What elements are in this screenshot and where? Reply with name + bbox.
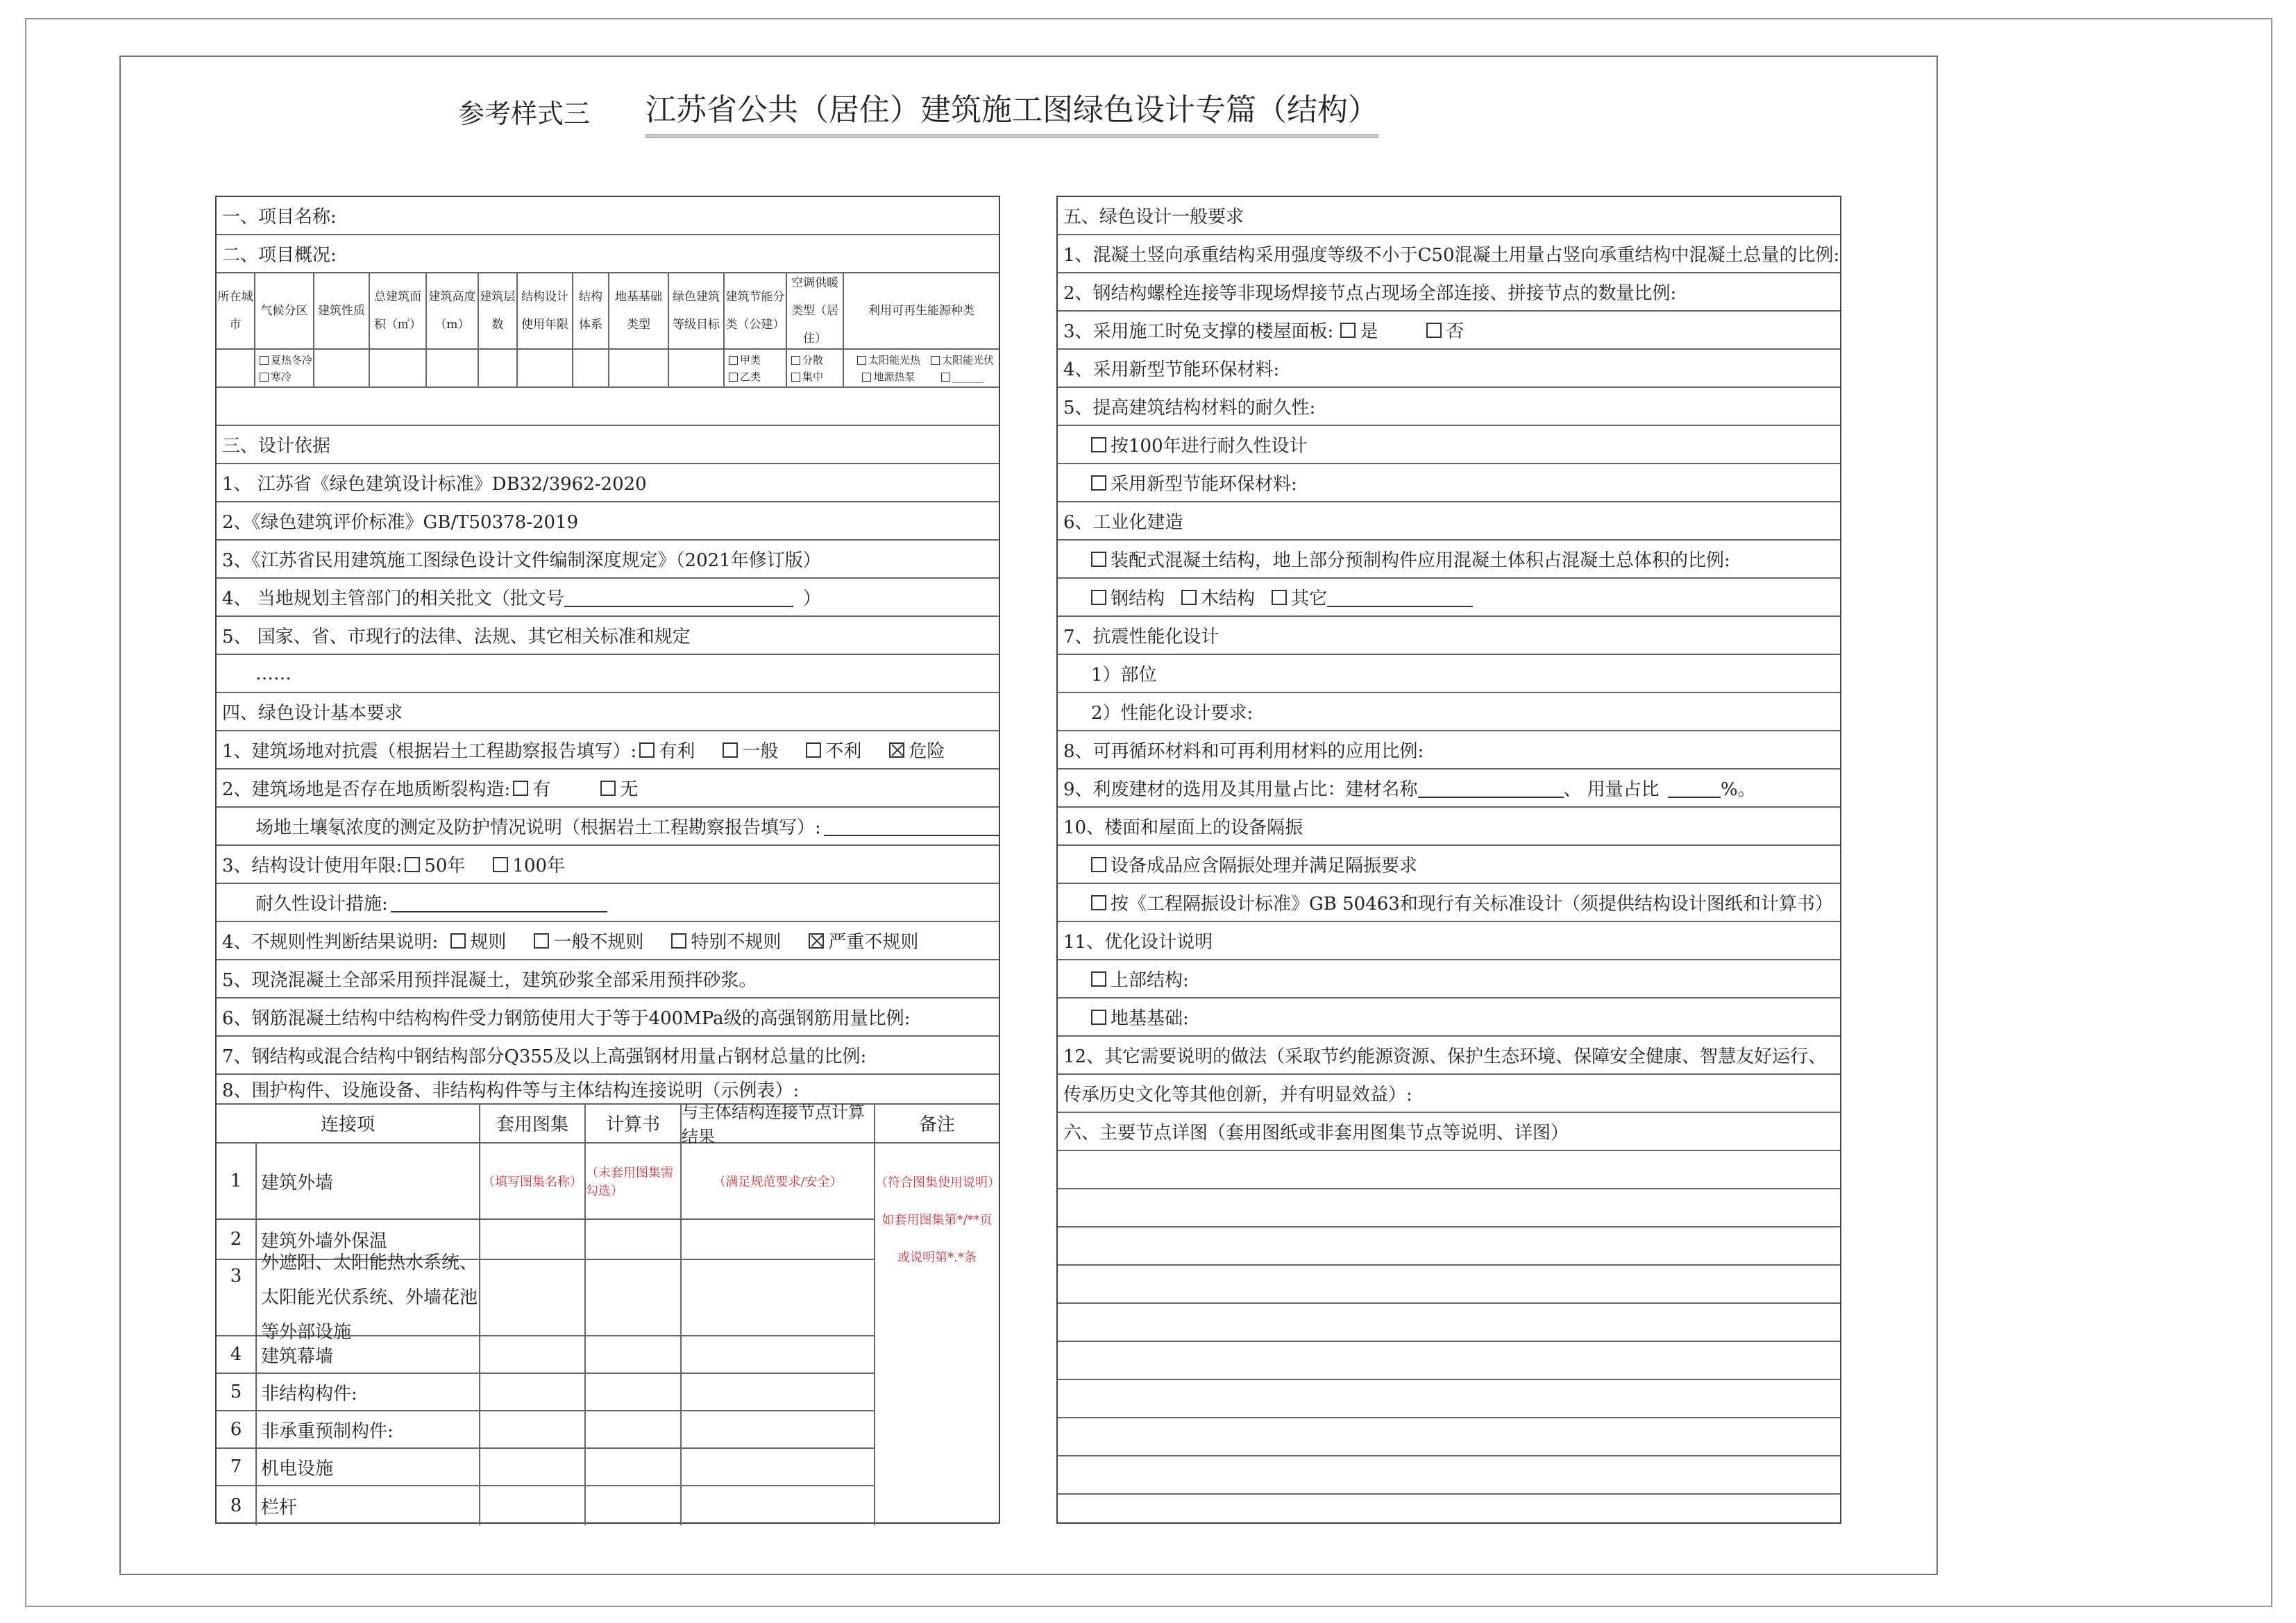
conn-header-row	[217, 1103, 999, 1144]
req7-row[interactable]: 7、钢结构或混合结构中钢结构部分Q355及以上高强钢材用量占钢材总量的比例:	[217, 1037, 999, 1075]
ov-climate-options: 夏热冬冷 寒冷	[255, 350, 314, 386]
conn-atlas-hint[interactable]: （填写图集名称）	[480, 1144, 586, 1220]
seismic-favorable-checkbox[interactable]	[639, 742, 655, 758]
ov-hvac-options: 分散 集中	[787, 350, 844, 386]
project-overview-row: 二、项目概况:	[217, 235, 999, 273]
r2-row[interactable]: 2、钢结构螺栓连接等非现场焊接节点占现场全部连接、拼接节点的数量比例:	[1058, 273, 1840, 312]
page-title: 江苏省公共（居住）建筑施工图绿色设计专篇（结构）	[645, 85, 1378, 137]
style-label: 参考样式三	[458, 98, 591, 129]
severe-irregular-checkbox[interactable]	[809, 933, 824, 949]
detail-blank-row-2[interactable]	[1058, 1189, 1840, 1227]
detail-blank-row-4[interactable]	[1058, 1266, 1840, 1304]
ov-city-value[interactable]	[217, 350, 255, 386]
ov-nature-value[interactable]	[314, 350, 370, 386]
r7b-row[interactable]: 2）性能化设计要求:	[1058, 693, 1840, 731]
conn-h-atlas: 套用图集	[480, 1103, 586, 1144]
r6a-row: 装配式混凝土结构，地上部分预制构件应用混凝土体积占混凝土总体积的比例:	[1058, 541, 1840, 579]
memo-line-3: 或说明第*.*条	[897, 1250, 977, 1265]
foundation-checkbox[interactable]	[1091, 1010, 1106, 1025]
r11b-row: 地基基础:	[1058, 999, 1840, 1037]
ov-area-value[interactable]	[370, 350, 427, 386]
r7a-row[interactable]: 1）部位	[1058, 655, 1840, 693]
conn-calc-hint[interactable]: （未套用图集需勾选）	[586, 1144, 682, 1220]
life-100-checkbox[interactable]	[493, 857, 508, 872]
fault-no-checkbox[interactable]	[600, 781, 616, 796]
req4-row: 4、不规则性判断结果说明: 规则 一般不规则 特别不规则 严重不规则	[217, 922, 999, 960]
title-row	[458, 83, 1378, 139]
conn-h-item: 连接项	[217, 1103, 480, 1144]
r9-row: 9、利废建材的选用及其用量占比：建材名称 、 用量占比 %。	[1058, 770, 1840, 808]
ov-h-service-life: 结构设计使用年限	[518, 273, 573, 348]
radon-field[interactable]	[824, 817, 999, 836]
conn-row-5: 5 非结构构件:	[217, 1374, 999, 1411]
energy-checkbox-2[interactable]	[729, 373, 738, 382]
ov-h-climate: 气候分区	[255, 273, 314, 348]
durability-field[interactable]	[391, 893, 607, 912]
ov-h-height: 建筑高度（m）	[427, 273, 479, 348]
conn-row-4: 4 建筑幕墙	[217, 1336, 999, 1374]
connection-table	[217, 1103, 999, 1525]
timber-structure-checkbox[interactable]	[1181, 590, 1197, 605]
r7-row: 7、抗震性能化设计	[1058, 617, 1840, 655]
conn-row-1: 1 建筑外墙 （填写图集名称） （未套用图集需勾选） （满足规范要求/安全）	[217, 1144, 999, 1220]
general-irregular-checkbox[interactable]	[534, 933, 549, 949]
project-name-row[interactable]: 一、项目名称:	[217, 197, 999, 235]
seismic-general-checkbox[interactable]	[723, 742, 738, 758]
detail-blank-row-9[interactable]	[1058, 1456, 1840, 1495]
ov-h-green-level: 绿色建筑等级目标	[669, 273, 725, 348]
req1-row: 1、建筑场地对抗震（根据岩土工程勘察报告填写）: 有利 一般 不利 危险	[217, 731, 999, 770]
ov-h-energy-class: 建筑节能分类（公建）	[725, 273, 787, 348]
ov-foundation-value[interactable]	[609, 350, 669, 386]
regular-checkbox[interactable]	[450, 933, 466, 949]
formwork-free-no-checkbox[interactable]	[1426, 323, 1442, 338]
detail-blank-row-8[interactable]	[1058, 1418, 1840, 1456]
conn-h-memo: 备注	[875, 1103, 999, 1144]
fault-yes-checkbox[interactable]	[513, 781, 528, 796]
req8-row: 8、围护构件、设施设备、非结构构件等与主体结构连接说明（示例表）:	[217, 1075, 999, 1105]
r1-row[interactable]: 1、混凝土竖向承重结构采用强度等级不小于C50混凝土用量占竖向承重结构中混凝土总量的比例:	[1058, 235, 1840, 273]
r5a-row: 按100年进行耐久性设计	[1058, 426, 1840, 464]
ov-h-foundation: 地基基础类型	[609, 273, 669, 348]
ov-h-area: 总建筑面积（㎡）	[370, 273, 427, 348]
req3-row: 3、结构设计使用年限: 50年 100年	[217, 846, 999, 884]
r8-row[interactable]: 8、可再循环材料和可再利用材料的应用比例:	[1058, 731, 1840, 770]
design-basis-heading: 三、设计依据	[217, 426, 999, 464]
detail-blank-row-10[interactable]	[1058, 1495, 1840, 1522]
other-structure-checkbox[interactable]	[1272, 590, 1287, 605]
detail-blank-row-1[interactable]	[1058, 1151, 1840, 1189]
overview-header	[217, 273, 999, 350]
ov-system-value[interactable]	[573, 350, 609, 386]
superstructure-checkbox[interactable]	[1091, 971, 1106, 987]
hvac-checkbox-1[interactable]	[791, 356, 800, 365]
ov-renewable-options: 太阳能光热 太阳能光伏 地源热泵 ______	[844, 350, 999, 386]
r5-row: 5、提高建筑结构材料的耐久性:	[1058, 388, 1840, 426]
seismic-unfavorable-checkbox[interactable]	[806, 742, 821, 758]
conn-h-calc: 计算书	[586, 1103, 682, 1144]
conn-row-2: 2 建筑外墙外保温	[217, 1220, 999, 1260]
r5b-row: 采用新型节能环保材料:	[1058, 464, 1840, 502]
ov-h-floors: 建筑层数	[479, 273, 518, 348]
climate-checkbox-2[interactable]	[260, 373, 269, 382]
conn-row-3: 3 外遮阳、太阳能热水系统、太阳能光伏系统、外墙花池等外部设施	[217, 1260, 999, 1336]
req3b-row: 耐久性设计措施:	[217, 884, 999, 922]
r10b-row: 按《工程隔振设计标准》GB 50463和现行有关标准设计（须提供结构设计图纸和计算书）	[1058, 884, 1840, 922]
r12a-row: 12、其它需要说明的做法（采取节约能源资源、保护生态环境、保障安全健康、智慧友好运行、	[1058, 1037, 1840, 1075]
detail-blank-row-7[interactable]	[1058, 1380, 1840, 1418]
right-panel	[1056, 196, 1841, 1524]
durability-100-checkbox[interactable]	[1091, 437, 1106, 452]
renewable-checkbox-4[interactable]	[941, 373, 950, 382]
ov-green-level-value[interactable]	[669, 350, 725, 386]
seismic-dangerous-checkbox[interactable]	[889, 742, 904, 758]
formwork-free-yes-checkbox[interactable]	[1340, 323, 1356, 338]
ov-h-renewable: 利用可再生能源种类	[868, 304, 974, 318]
r6b-row: 钢结构 木结构 其它	[1058, 579, 1840, 617]
r4-row[interactable]: 4、采用新型节能环保材料:	[1058, 350, 1840, 388]
ov-service-life-value[interactable]	[518, 350, 573, 386]
waste-material-name-field[interactable]	[1418, 779, 1564, 798]
conn-result-hint[interactable]: （满足规范要求/安全）	[682, 1144, 875, 1220]
waste-material-ratio-field[interactable]	[1668, 779, 1721, 798]
renewable-checkbox-1[interactable]	[857, 356, 866, 365]
life-50-checkbox[interactable]	[405, 857, 420, 872]
basis-item-ellipsis: ……	[217, 655, 999, 693]
req6-row[interactable]: 6、钢筋混凝土结构中结构构件受力钢筋使用大于等于400MPa级的高强钢筋用量比例:	[217, 999, 999, 1037]
r10a-row: 设备成品应含隔振处理并满足隔振要求	[1058, 846, 1840, 884]
r12b-row[interactable]: 传承历史文化等其他创新，并有明显效益）:	[1058, 1075, 1840, 1113]
new-material-checkbox[interactable]	[1091, 475, 1106, 491]
r3-row: 3、采用施工时免支撑的楼屋面板: 是 否	[1058, 312, 1840, 350]
energy-checkbox-1[interactable]	[729, 356, 738, 365]
conn-row-6: 6 非承重预制构件:	[217, 1411, 999, 1449]
r11a-row: 上部结构:	[1058, 960, 1840, 999]
r11-row: 11、优化设计说明	[1058, 922, 1840, 960]
req5-row: 5、现浇混凝土全部采用预拌混凝土，建筑砂浆全部采用预拌砂浆。	[217, 960, 999, 999]
approval-number-field[interactable]	[564, 588, 793, 607]
ov-h-hvac: 空调供暖类型（居住）	[787, 273, 844, 348]
memo-line-1: （符合图集使用说明）	[875, 1175, 1000, 1190]
detail-blank-row-3[interactable]	[1058, 1227, 1840, 1266]
conn-h-result: 与主体结构连接节点计算结果	[682, 1103, 875, 1144]
ov-floors-value[interactable]	[479, 350, 518, 386]
left-panel	[215, 196, 1000, 1524]
conn-row-7: 7 机电设施	[217, 1449, 999, 1486]
basis-item-4: 4、 当地规划主管部门的相关批文（批文号 ）	[217, 579, 999, 617]
ov-h-system: 结构体系	[573, 273, 609, 348]
detail-blank-row-6[interactable]	[1058, 1342, 1840, 1380]
conn-row-8: 8 栏杆	[217, 1486, 999, 1525]
general-req-heading: 五、绿色设计一般要求	[1058, 197, 1840, 235]
basis-item-3: 3、《江苏省民用建筑施工图绿色设计文件编制深度规定》（2021年修订版）	[217, 541, 999, 579]
req2-row: 2、建筑场地是否存在地质断裂构造: 有 无	[217, 770, 999, 808]
overview-values	[217, 350, 999, 388]
ov-h-city: 所在城市	[217, 273, 255, 348]
ov-energy-options: 甲类 乙类	[725, 350, 787, 386]
renewable-checkbox-2[interactable]	[931, 356, 940, 365]
req2b-row: 场地土壤氡浓度的测定及防护情况说明（根据岩土工程勘察报告填写）:	[217, 808, 999, 846]
ov-height-value[interactable]	[427, 350, 479, 386]
ov-h-nature: 建筑性质	[314, 273, 370, 348]
precast-concrete-checkbox[interactable]	[1091, 552, 1106, 567]
detail-blank-row-5[interactable]	[1058, 1304, 1840, 1342]
basis-item-5: 5、 国家、省、市现行的法律、法规、其它相关标准和规定	[217, 617, 999, 655]
special-irregular-checkbox[interactable]	[671, 933, 686, 949]
renewable-checkbox-3[interactable]	[862, 373, 871, 382]
r6-row: 6、工业化建造	[1058, 502, 1840, 541]
isolation-standard-checkbox[interactable]	[1091, 895, 1106, 910]
details-heading: 六、主要节点详图（套用图纸或非套用图集节点等说明、详图）	[1058, 1113, 1840, 1151]
hvac-checkbox-2[interactable]	[791, 373, 800, 382]
equipment-isolation-checkbox[interactable]	[1091, 857, 1106, 872]
basis-item-1: 1、 江苏省《绿色建筑设计标准》DB32/3962-2020	[217, 464, 999, 502]
r10-row: 10、楼面和屋面上的设备隔振	[1058, 808, 1840, 846]
overview-blank-row[interactable]	[217, 388, 999, 426]
climate-checkbox-1[interactable]	[260, 356, 269, 365]
basic-req-heading: 四、绿色设计基本要求	[217, 693, 999, 731]
other-structure-field[interactable]	[1327, 588, 1473, 607]
steel-structure-checkbox[interactable]	[1091, 590, 1106, 605]
conn-memo-column	[875, 1144, 999, 1525]
memo-line-2: 如套用图集第*/**页	[881, 1213, 993, 1227]
basis-item-2: 2、《绿色建筑评价标准》GB/T50378-2019	[217, 502, 999, 541]
